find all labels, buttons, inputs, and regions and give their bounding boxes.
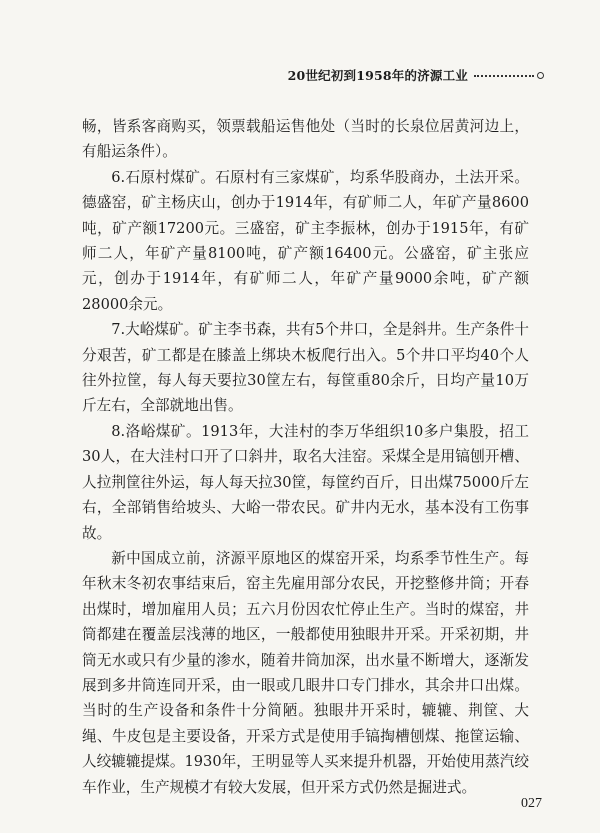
paragraph-shiyuan-coal-mine: 6.石原村煤矿。石原村有三家煤矿，均系华股商办，土法开采。德盛窑，矿主杨庆山，创办于1914年，有矿师二人，年矿产量8600吨，矿产额17200元。三盛窑，矿主李振林，创办于1915年，有矿师二人，年矿产量8100吨，矿产额16400元。公盛窑，矿主张应元，创办于1914年，有矿师二人，年矿产量9000余吨，矿产额28000余元。: [82, 168, 529, 313]
header-dotted-rule: [474, 75, 534, 77]
paragraph-continued: 畅，皆系客商购买，领票载船运售他处（当时的长泉位居黄河边上，有船运条件）。: [82, 118, 529, 161]
page-body: [82, 114, 529, 800]
paragraph-dayu-coal-mine: 7.大峪煤矿。矿主李书森，共有5个井口，全是斜井。生产条件十分艰苦，矿工都是在膝盖上绑块木板爬行出入。5个井口平均40个人往外拉筐，每人每天要拉30筐左右，每筐重80余斤，日均产量10万斤左右，全部就地出售。: [82, 321, 529, 415]
header-circle-ornament: [537, 72, 544, 79]
running-title: 20世纪初到1958年的济源工业: [287, 68, 468, 83]
running-header: [288, 66, 544, 84]
paragraph-pre-1949-mining: 新中国成立前，济源平原地区的煤窑开采，均系季节性生产。每年秋末冬初农事结束后，窑主先雇用部分农民，开挖整修井筒；开春出煤时，增加雇用人员；五六月份因农忙停止生产。当时的煤窑，井筒都建在覆盖层浅薄的地区，一般都使用独眼井开采。开采初期，井筒无水或只有少量的渗水，随着井筒加深，出水量不断增大，逐渐发展到多井筒连同开采，由一眼或几眼井口专门排水，其余井口出煤。当时的生产设备和条件十分简陋。独眼井开采时，辘辘、荆筐、大绳、牛皮包是主要设备，开采方式是使用手镐掏槽刨煤、拖筐运输、人绞辘辘提煤。1930年，王明显等人买来提升机器，开始使用蒸汽绞车作业，生产规模才有较大发展，但开采方式仍然是掘进式。: [82, 549, 529, 796]
page-number: 027: [521, 796, 542, 811]
paragraph-luoyu-coal-mine: 8.洛峪煤矿。1913年，大洼村的李万华组织10多户集股，招工30人，在大洼村口开了口斜井，取名大洼窑。采煤全是用镐刨开槽、人拉荆筐往外运，每人每天拉30筐，每筐约百斤，日出煤75000斤左右，全部销售给坡头、大峪一带农民。矿井内无水，基本没有工伤事故。: [82, 422, 529, 542]
